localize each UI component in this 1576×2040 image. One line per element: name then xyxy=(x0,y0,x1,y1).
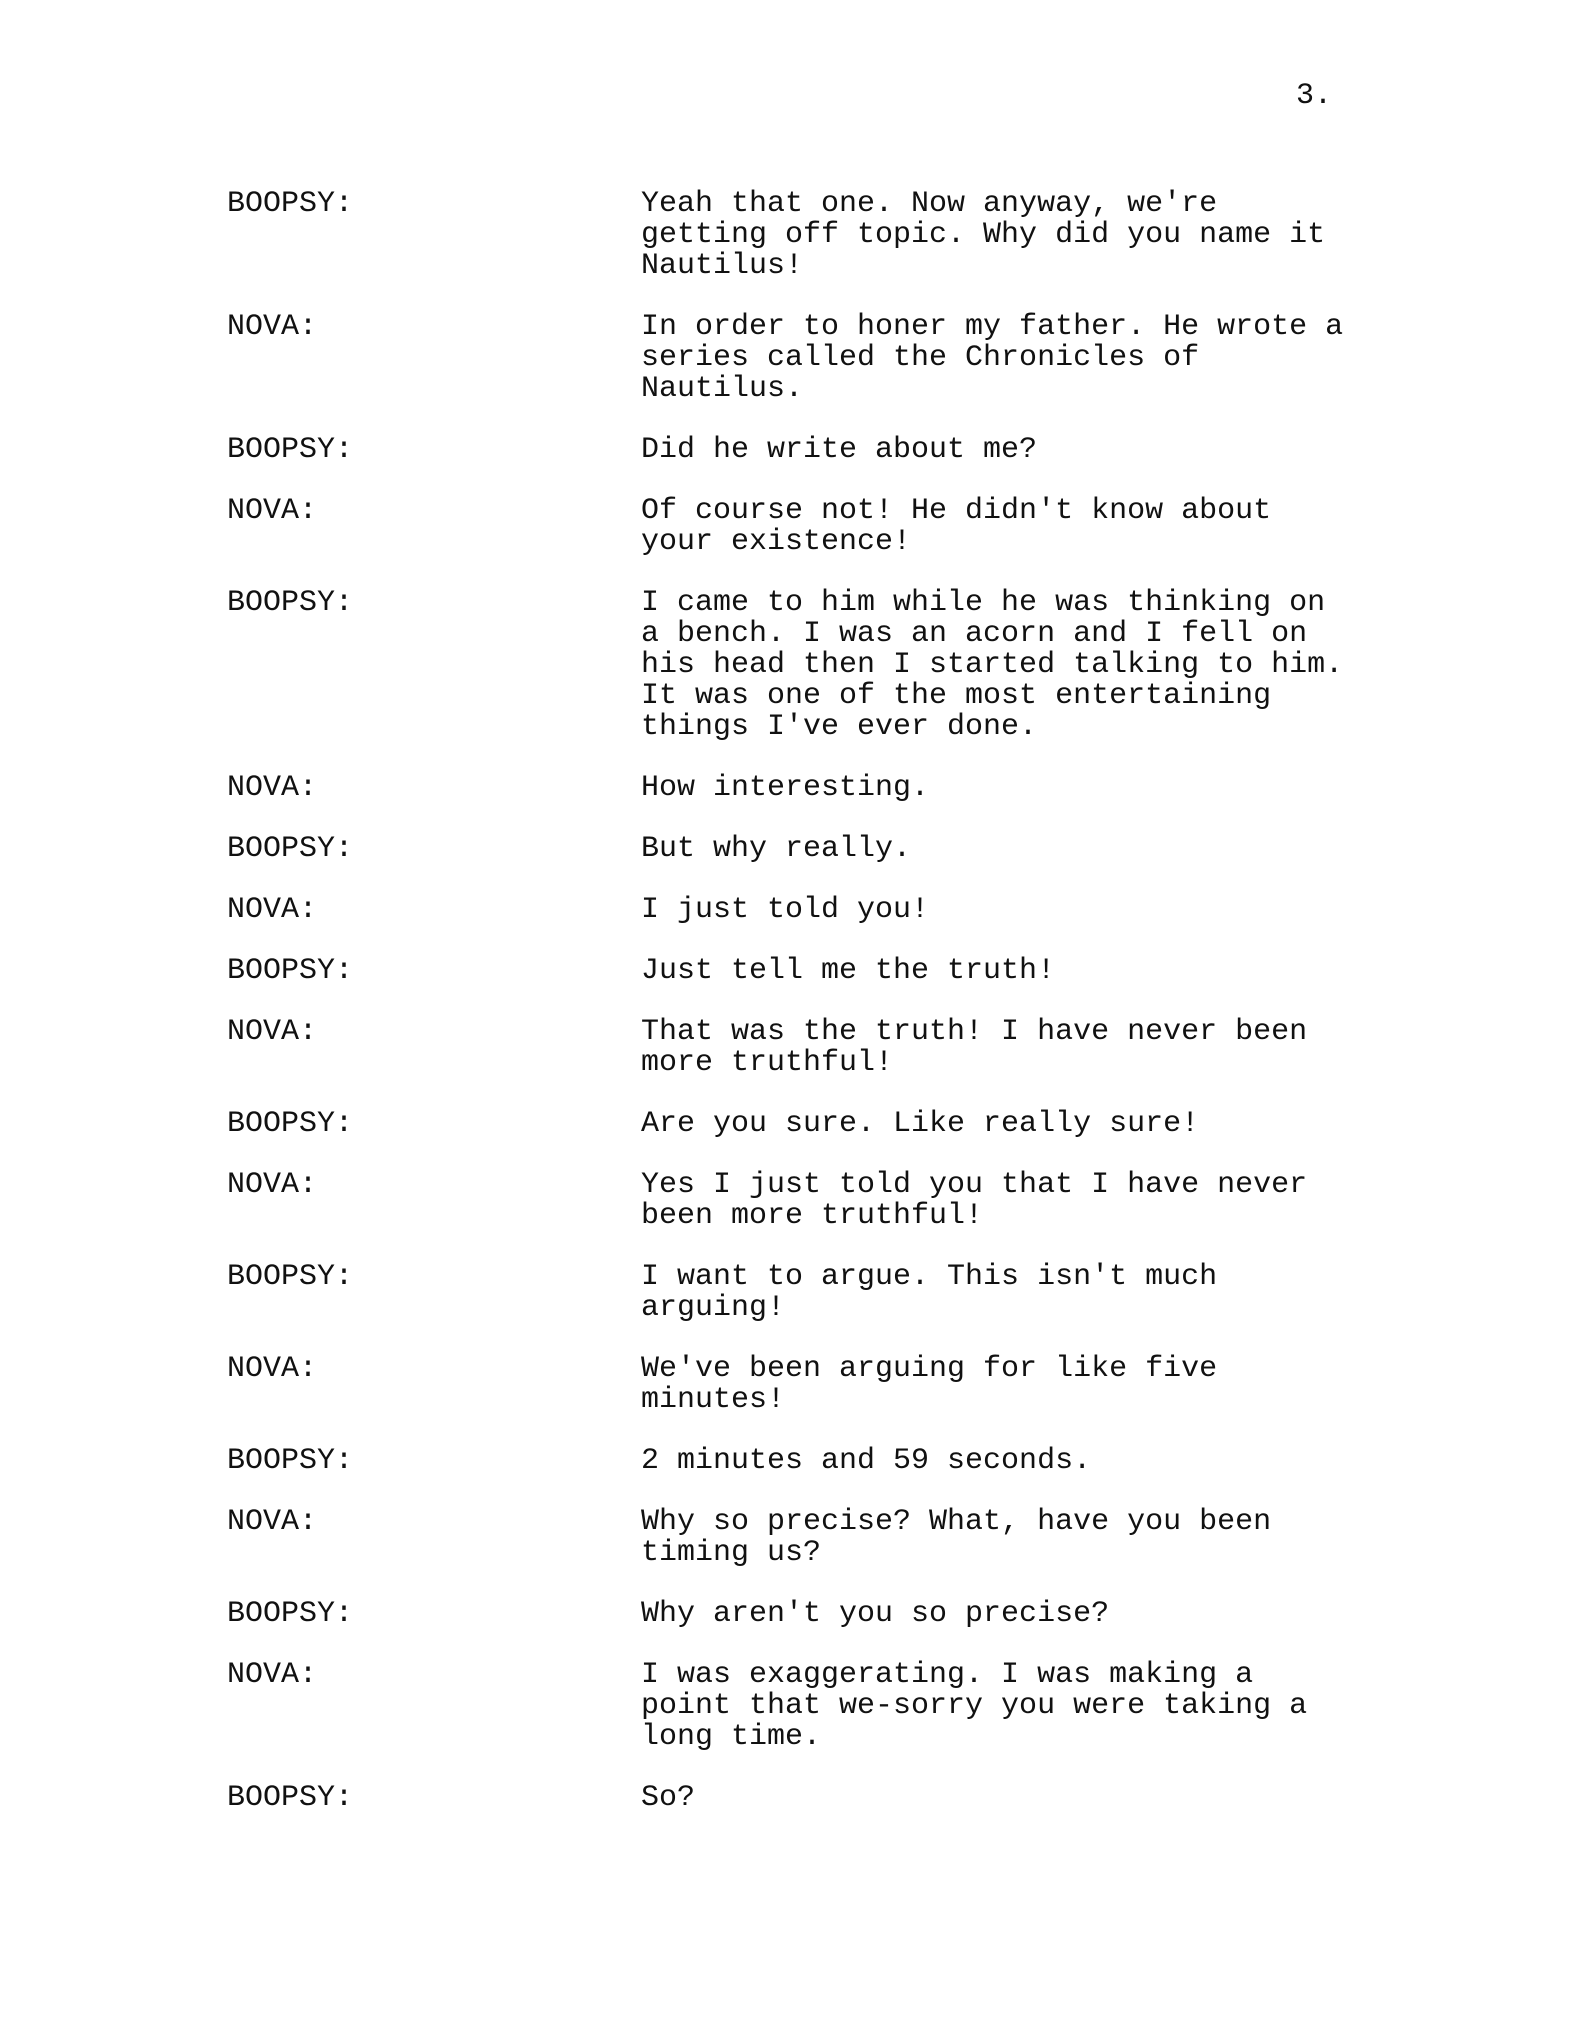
dialogue-exchange xyxy=(227,312,1387,405)
dialogue-line: I came to him while he was thinking on a bench. I was an acorn and I fell on his head then I started talking to him. It was one of the most entertaining things I've ever done. xyxy=(641,586,1362,744)
speaker-name: BOOPSY: xyxy=(227,1781,354,1815)
dialogue-exchange xyxy=(227,1354,1387,1416)
dialogue-exchange xyxy=(227,189,1387,282)
speaker-name: BOOPSY: xyxy=(227,1260,354,1294)
speaker-name: NOVA: xyxy=(227,1505,318,1539)
speaker-name: NOVA: xyxy=(227,1168,318,1202)
speaker-name: BOOPSY: xyxy=(227,187,354,221)
page-number: 3. xyxy=(1296,79,1333,113)
speaker-name: BOOPSY: xyxy=(227,1597,354,1631)
dialogue-exchange xyxy=(227,895,1387,926)
speaker-name: BOOPSY: xyxy=(227,586,354,620)
dialogue-exchange xyxy=(227,1660,1387,1753)
dialogue-exchange xyxy=(227,956,1387,987)
dialogue-line: I was exaggerating. I was making a point that we-sorry you were taking a long time. xyxy=(641,1658,1326,1754)
speaker-name: BOOPSY: xyxy=(227,1107,354,1141)
dialogue-exchange xyxy=(227,773,1387,804)
dialogue-block xyxy=(227,189,1387,1844)
dialogue-line: Are you sure. Like really sure! xyxy=(641,1107,1200,1141)
dialogue-exchange xyxy=(227,1262,1387,1324)
dialogue-line: Just tell me the truth! xyxy=(641,954,1056,988)
dialogue-exchange xyxy=(227,496,1387,558)
dialogue-line: We've been arguing for like five minutes! xyxy=(641,1352,1236,1417)
dialogue-line: But why really. xyxy=(641,832,912,866)
speaker-name: NOVA: xyxy=(227,1352,318,1386)
dialogue-exchange xyxy=(227,834,1387,865)
speaker-name: NOVA: xyxy=(227,893,318,927)
dialogue-exchange xyxy=(227,588,1387,743)
dialogue-exchange xyxy=(227,1109,1387,1140)
speaker-name: NOVA: xyxy=(227,1658,318,1692)
speaker-name: BOOPSY: xyxy=(227,954,354,988)
dialogue-exchange xyxy=(227,1017,1387,1079)
dialogue-line: Of course not! He didn't know about your existence! xyxy=(641,494,1290,559)
dialogue-exchange xyxy=(227,1170,1387,1232)
dialogue-exchange xyxy=(227,1507,1387,1569)
dialogue-line: That was the truth! I have never been more truthful! xyxy=(641,1015,1326,1080)
dialogue-line: In order to honer my father. He wrote a series called the Chronicles of Nautilus. xyxy=(641,310,1362,406)
dialogue-line: 2 minutes and 59 seconds. xyxy=(641,1444,1092,1478)
speaker-name: NOVA: xyxy=(227,771,318,805)
dialogue-line: So? xyxy=(641,1781,696,1815)
dialogue-line: Yes I just told you that I have never been more truthful! xyxy=(641,1168,1326,1233)
dialogue-line: I just told you! xyxy=(641,893,930,927)
speaker-name: BOOPSY: xyxy=(227,832,354,866)
speaker-name: NOVA: xyxy=(227,310,318,344)
dialogue-line: How interesting. xyxy=(641,771,930,805)
dialogue-line: Did he write about me? xyxy=(641,433,1038,467)
dialogue-line: Yeah that one. Now anyway, we're getting off topic. Why did you name it Nautilus! xyxy=(641,187,1344,283)
speaker-name: NOVA: xyxy=(227,494,318,528)
dialogue-exchange xyxy=(227,435,1387,466)
dialogue-line: I want to argue. This isn't much arguing! xyxy=(641,1260,1236,1325)
dialogue-exchange xyxy=(227,1599,1387,1630)
dialogue-exchange xyxy=(227,1446,1387,1477)
speaker-name: BOOPSY: xyxy=(227,433,354,467)
dialogue-line: Why so precise? What, have you been timing us? xyxy=(641,1505,1290,1570)
dialogue-line: Why aren't you so precise? xyxy=(641,1597,1110,1631)
speaker-name: NOVA: xyxy=(227,1015,318,1049)
dialogue-exchange xyxy=(227,1783,1387,1814)
speaker-name: BOOPSY: xyxy=(227,1444,354,1478)
